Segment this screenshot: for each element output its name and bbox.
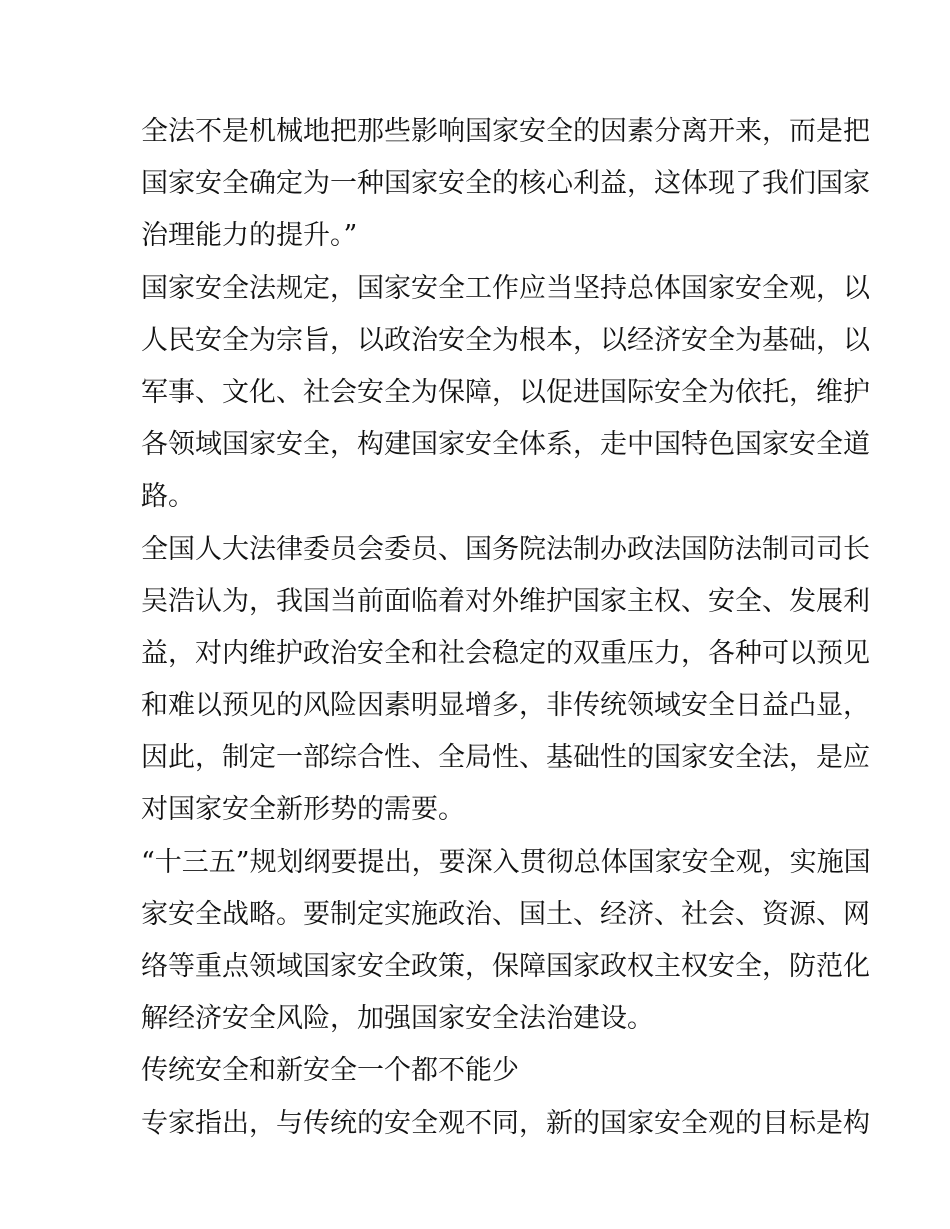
text-line: 全法不是机械地把那些影响国家安全的因素分离开来，而是把 [141, 116, 870, 147]
paragraph-2 [141, 263, 870, 524]
text-line: 全国人大法律委员会委员、国务院法制办政法国防法制司司长 [141, 533, 870, 565]
text-line: 国家安全确定为一种国家安全的核心利益，这体现了我们国家 [141, 168, 870, 200]
section-heading: 传统安全和新安全一个都不能少 [141, 1055, 519, 1087]
text-line: 专家指出，与传统的安全观不同，新的国家安全观的目标是构 [141, 1107, 870, 1139]
text-line: 吴浩认为，我国当前面临着对外维护国家主权、安全、发展利 [141, 585, 870, 617]
text-line: 因此，制定一部综合性、全局性、基础性的国家安全法，是应 [141, 742, 870, 774]
paragraph-1 [141, 106, 870, 263]
text-line: 对国家安全新形势的需要。 [141, 794, 465, 826]
text-line: 络等重点领域国家安全政策，保障国家政权主权安全，防范化 [141, 951, 870, 982]
body-text [141, 106, 871, 1150]
text-line: 和难以预见的风险因素明显增多，非传统领域安全日益凸显， [141, 690, 870, 722]
paragraph-3 [141, 524, 870, 837]
text-line: 军事、文化、社会安全为保障，以促进国际安全为依托，维护 [141, 376, 870, 408]
paragraph-4 [141, 837, 871, 1046]
text-line: 人民安全为宗旨，以政治安全为根本，以经济安全为基础，以 [141, 324, 870, 356]
text-line: 治理能力的提升。” [141, 220, 358, 252]
text-line: 家安全战略。要制定实施政治、国土、经济、社会、资源、网 [141, 898, 870, 930]
text-line: “十三五”规划纲要提出，要深入贯彻总体国家安全观，实施国 [141, 846, 871, 878]
text-line: 各领域国家安全，构建国家安全体系，走中国特色国家安全道 [141, 429, 870, 461]
text-line: 益，对内维护政治安全和社会稳定的双重压力，各种可以预见 [141, 637, 870, 669]
paragraph-5 [141, 1098, 870, 1150]
text-line: 解经济安全风险，加强国家安全法治建设。 [141, 1003, 654, 1035]
text-line: 国家安全法规定，国家安全工作应当坚持总体国家安全观，以 [141, 272, 870, 304]
text-line: 路。 [141, 481, 195, 513]
